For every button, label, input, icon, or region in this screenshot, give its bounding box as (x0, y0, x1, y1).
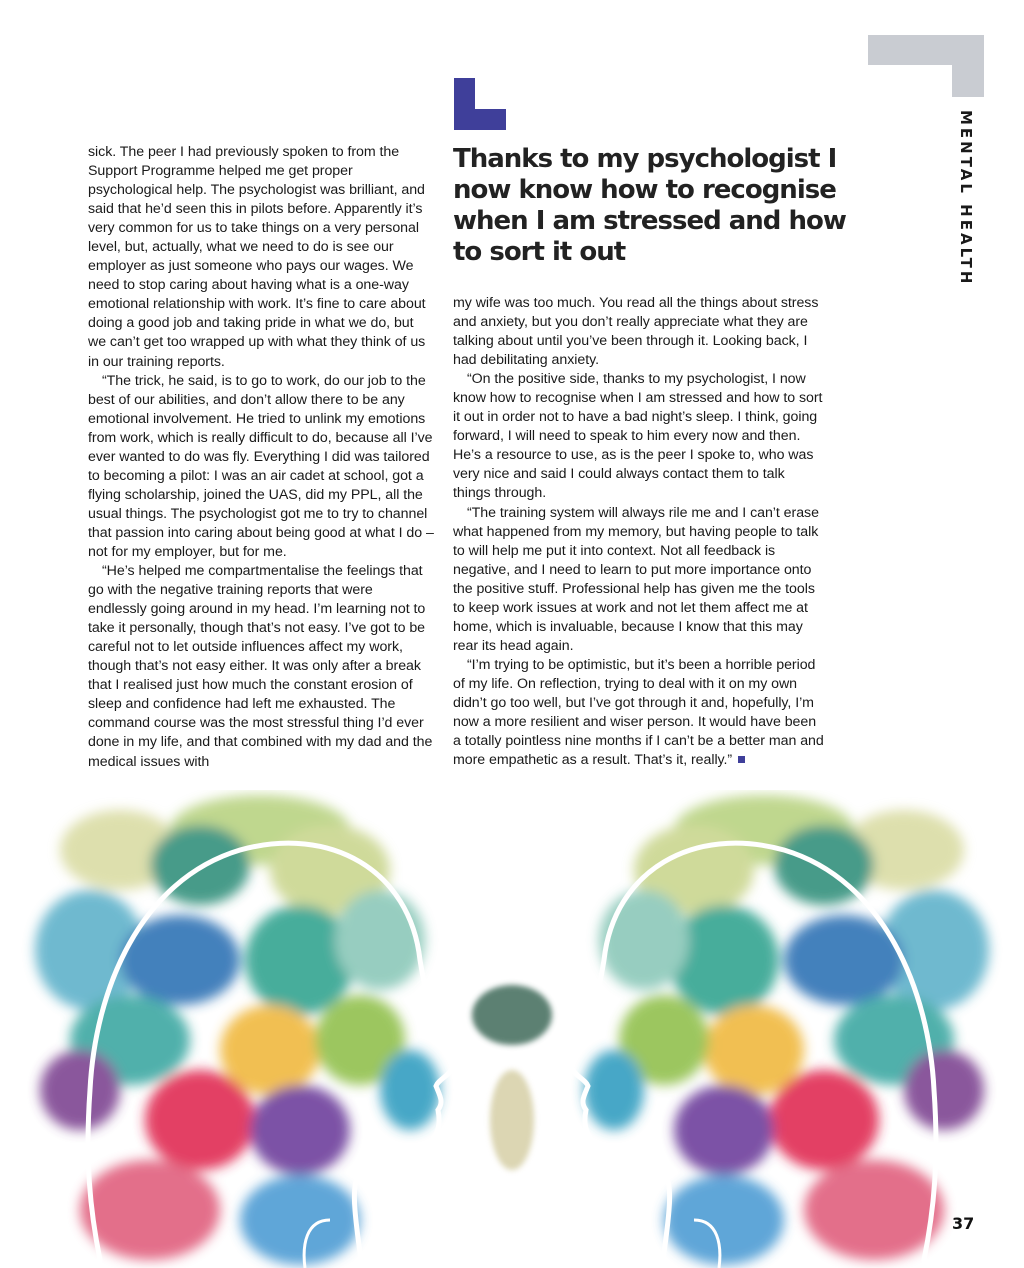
page-number: 37 (952, 1214, 975, 1233)
paragraph: “The trick, he said, is to go to work, do our job to the best of our abilities, and don’t allow there to be any emotional involvement. He tried to unlink my emotions from work, which is really difficult to do, because all I’ve ever wanted to do was fly. Everything I did was tailored to becoming a pilot: I was an air cadet at school, got a flying scholarship, joined the UAS, did my PPL, all the usual things. The psychologist got me to try to channel that passion into caring about being good at what I do – not for my employer, but for me. (88, 372, 434, 560)
section-label: MENTAL HEALTH (957, 110, 975, 287)
paragraph: “He’s helped me compartmentalise the feelings that go with the negative training reports that were endlessly going around in my head. I’m learning not to take it personally, though that’s not easy. I’ve got to be careful not to let outside influences affect my work, though that’s not easy either. It was only after a break that I realised just how much the constant erosion of sleep and confidence had left me exhausted. The command course was the most stressful thing I’d ever done in my life, and that combined with my dad and the medical issues with (88, 563, 433, 770)
center-splash (472, 985, 552, 1170)
corner-decoration-side (952, 35, 984, 97)
paragraph-text: “I’m trying to be optimistic, but it’s been a horrible period of my life. On reflection, trying to deal with it on my own didn’t go too well, but I’ve got through it and, hopefully, I’m now a more resilient and wiser person. It would have been a totally pointless nine months if I can’t be a better man and more empathetic as a result. That’s it, really.” (453, 656, 824, 769)
end-of-article-mark (738, 756, 745, 763)
paragraph-last (453, 656, 825, 770)
article-column-left (88, 143, 434, 772)
paragraph: my wife was too much. You read all the things about stress and anxiety, but you don’t really appreciate what they are talking about until you’ve been through it. Looking back, I had debilitating anxiety. (453, 295, 819, 369)
article-column-right (453, 294, 825, 770)
paragraph: “The training system will always rile me and I can’t erase what happened from my memory, but having people to talk to will help me put it into context. Not all feedback is negative, and I need to learn to put more importance onto the positive stuff. Professional help has given me the tools to keep work issues at work and not let them affect me at home, which is invaluable, because I know that this may rear its head again. (453, 504, 819, 654)
pull-quote: Thanks to my psychologist I now know how to recognise when I am stressed and how to sort it out (453, 144, 846, 267)
paragraph: “On the positive side, thanks to my psychologist, I now know how to recognise when I am stressed and how to sort it out in order not to have a bad night’s sleep. I think, going forward, I will need to speak to him every now and then. He’s a resource to use, as is the peer I spoke to, who was very nice and said I could always contact them to talk things through. (453, 371, 823, 502)
watercolor-heads-illustration (0, 790, 1024, 1268)
paragraph: sick. The peer I had previously spoken to from the Support Programme helped me get proper psychological help. The psychologist was brilliant, and said that he’d seen this in pilots before. Apparently it’s very common for us to take things on a very personal level, but, actually, what we need to do is see our employer as just someone who pays our wages. We need to stop caring about having what is a one-way emotional relationship with work. It’s fine to care about doing a good job and taking pride in what we do, but we can’t get too wrapped up with what they think of us in our training reports. (88, 144, 426, 370)
pull-quote-mark (454, 78, 506, 130)
